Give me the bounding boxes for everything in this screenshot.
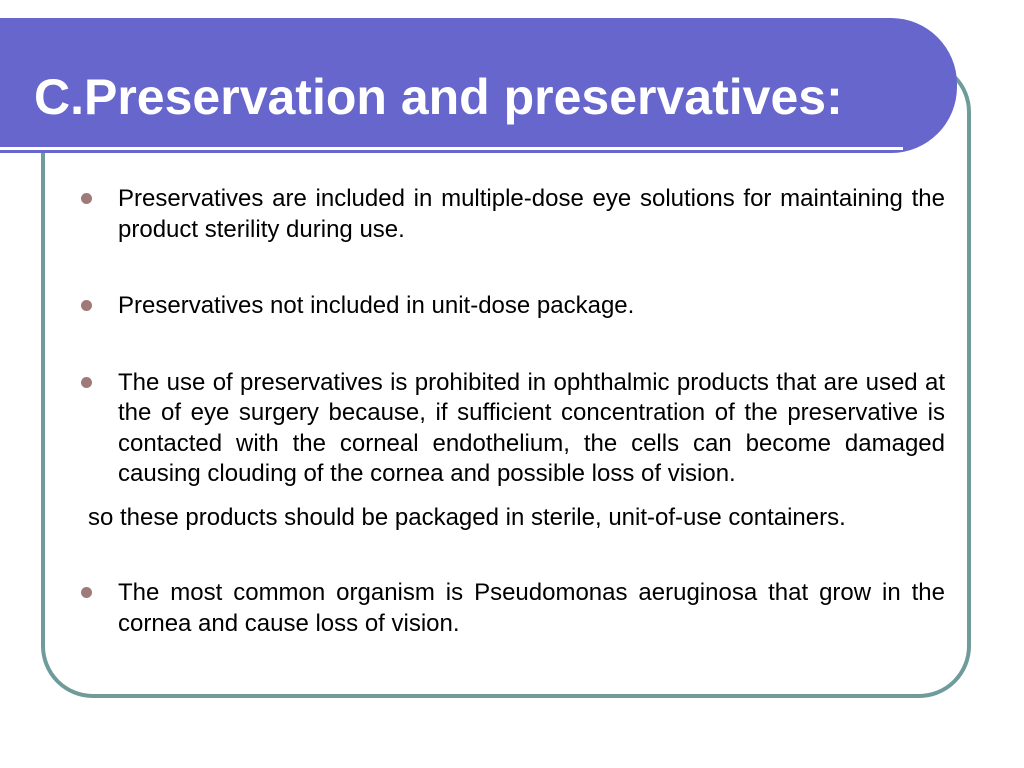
- bullet-item-2: [80, 291, 945, 322]
- bullet-text: Preservatives are included in multiple-dose eye solutions for maintaining the product sterility during use.: [118, 185, 945, 243]
- title-underline: [0, 147, 903, 150]
- bullet-item-1: [80, 184, 945, 245]
- bullet-dot-icon: [81, 193, 92, 204]
- continuation-text: so these products should be packaged in sterile, unit-of-use containers.: [88, 503, 846, 531]
- title-banner: [0, 18, 957, 153]
- bullet-dot-icon: [81, 300, 92, 311]
- bullet-dot-icon: [81, 587, 92, 598]
- bullet-text: The most common organism is Pseudomonas aeruginosa that grow in the cornea and cause loss of vision.: [118, 579, 945, 637]
- slide-title: C.Preservation and preservatives:: [34, 69, 843, 125]
- slide-body: [80, 184, 945, 639]
- bullet-dot-icon: [81, 377, 92, 388]
- bullet-text: Preservatives not included in unit-dose package.: [118, 292, 635, 319]
- bullet-item-3: [80, 368, 945, 490]
- bullet-text: The use of preservatives is prohibited in ophthalmic products that are used at the of eye surgery because, if sufficient concentration of the preservative is contacted with the corneal endothelium, the cells can become damaged causing clouding of the cornea and possible loss of vision.: [118, 368, 945, 487]
- bullet-item-4: [80, 578, 945, 639]
